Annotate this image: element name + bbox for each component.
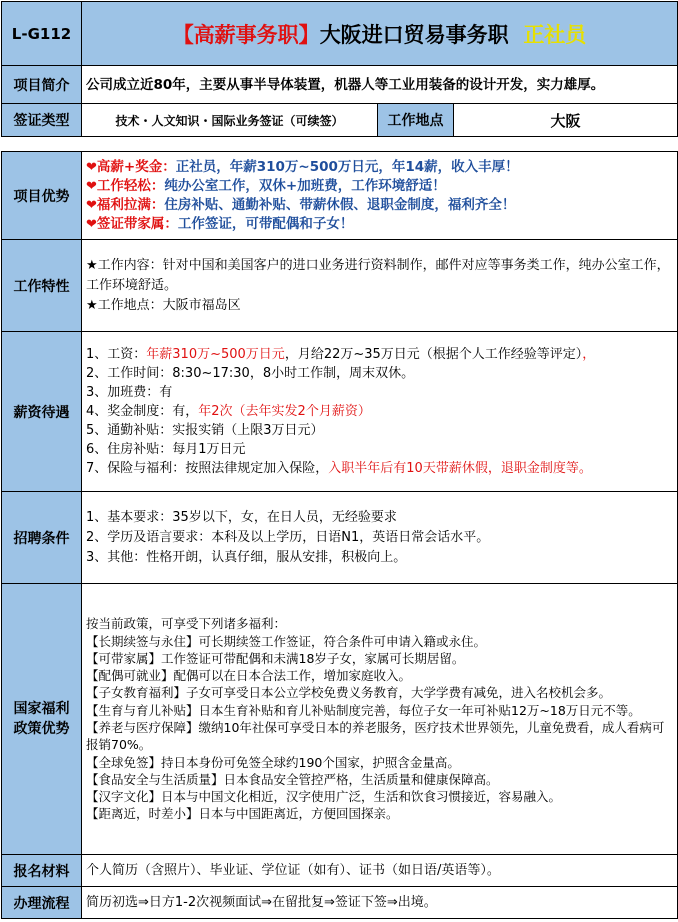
salary-line: 7、保险与福利：按照法律规定加入保险，入职半年后有10天带薪休假，退职金制度等。 — [86, 461, 592, 476]
salary-line: 6、住房补贴：每月1万日元 — [86, 442, 246, 457]
work-details — [82, 240, 678, 332]
heart-icon: ❤ — [86, 159, 97, 175]
title-highlight: 【高薪事务职】 — [172, 22, 320, 47]
work-content: ★工作内容：针对中国和美国客户的进口业务进行资料制作，邮件对应等事务类工作，纯办公室工作，工作环境舒适。 — [86, 257, 670, 293]
welfare-line: 【配偶可就业】配偶可以在日本合法工作，增加家庭收入。 — [86, 668, 412, 684]
welfare-line: 【可带家属】工作签证可带配偶和未满18岁子女，家属可长期居留。 — [86, 650, 465, 666]
page-title — [82, 2, 678, 66]
advantage-item: ❤高薪+奖金：正社员，年薪310万~500万日元，年14薪，收入丰厚！ — [86, 158, 519, 175]
recruit-details — [82, 492, 678, 584]
welfare-line: 【汉字文化】日本与中国文化相近，汉字使用广泛，生活和饮食习惯接近，容易融入。 — [86, 789, 562, 805]
welfare-details — [82, 584, 678, 855]
process-label: 办理流程 — [2, 887, 82, 919]
recruit-label: 招聘条件 — [2, 492, 82, 584]
salary-label: 薪资待遇 — [2, 332, 82, 492]
materials-text: 个人简历（含照片）、毕业证、学位证（如有）、证书（如日语/英语等）。 — [82, 855, 678, 887]
welfare-line: 【长期续签与永住】可长期续签工作签证，符合条件可申请入籍或永住。 — [86, 633, 487, 649]
salary-line: 1、工资：年薪310万~500万日元，月给22万~35万日元（根据个人工作经验等评定）， — [86, 347, 596, 362]
header-table — [1, 1, 678, 137]
welfare-line: 【养老与医疗保障】缴纳10年社保可享受日本的养老服务，医疗技术世界领先，儿童免费看，成人看病可报销70%。 — [86, 720, 665, 753]
advantage-item: ❤签证带家属：工作签证，可带配偶和子女！ — [86, 215, 354, 232]
title-status: 正社员 — [523, 22, 587, 47]
advantage-item: ❤工作轻松：纯办公室工作，双休+加班费，工作环境舒适！ — [86, 177, 446, 194]
heart-icon: ❤ — [86, 178, 97, 194]
intro-label: 项目简介 — [2, 66, 82, 104]
heart-icon: ❤ — [86, 197, 97, 213]
advantage-item: ❤福利拉满：住房补贴、通勤补贴、带薪休假、退职金制度，福利齐全！ — [86, 196, 516, 213]
recruit-line: 2、学历及语言要求：本科及以上学历，日语N1，英语日常会话水平。 — [86, 529, 490, 545]
salary-line: 3、加班费：有 — [86, 385, 173, 400]
salary-line: 5、通勤补贴：实报实销（上限3万日元） — [86, 423, 324, 438]
welfare-line: 【全球免签】持日本身份可免签全球约190个国家，护照含金量高。 — [86, 754, 460, 770]
recruit-line: 3、其他：性格开朗，认真仔细，服从安排，积极向上。 — [86, 549, 407, 565]
welfare-line: 【距离近，时差小】日本与中国距离近，方便回国探亲。 — [86, 806, 399, 822]
process-text: 简历初选⇒日方1-2次视频面试⇒在留批复⇒签证下签⇒出境。 — [82, 887, 678, 919]
recruit-line: 1、基本要求：35岁以下，女，在日人员，无经验要求 — [86, 509, 397, 525]
location-label: 工作地点 — [378, 104, 454, 137]
salary-details — [82, 332, 678, 492]
salary-line: 2、工作时间：8:30~17:30，8小时工作制，周末双休。 — [86, 366, 415, 381]
advantages-list — [82, 152, 678, 240]
advantages-label: 项目优势 — [2, 152, 82, 240]
job-code: L-G112 — [2, 2, 82, 66]
detail-table — [1, 151, 678, 919]
location-value: 大阪 — [454, 104, 678, 137]
welfare-label: 国家福利 政策优势 — [2, 584, 82, 855]
title-main: 大阪进口贸易事务职 — [319, 22, 509, 47]
heart-icon: ❤ — [86, 216, 97, 232]
salary-line: 4、奖金制度：有，年2次（去年实发2个月薪资） — [86, 404, 371, 419]
welfare-line: 【子女教育福利】子女可享受日本公立学校免费义务教育，大学学费有减免，进入名校机会多。 — [86, 685, 612, 701]
intro-text: 公司成立近80年，主要从事半导体装置，机器人等工业用装备的设计开发，实力雄厚。 — [82, 66, 678, 104]
work-label: 工作特性 — [2, 240, 82, 332]
welfare-line: 【生育与育儿补贴】日本生育补贴和育儿补贴制度完善，每位子女一年可补贴12万~18万日元不等。 — [86, 702, 641, 718]
welfare-line: 按当前政策，可享受下列诸多福利： — [86, 616, 287, 632]
visa-label: 签证类型 — [2, 104, 82, 137]
materials-label: 报名材料 — [2, 855, 82, 887]
work-location: ★工作地点：大阪市福岛区 — [86, 297, 241, 313]
welfare-line: 【食品安全与生活质量】日本食品安全管控严格，生活质量和健康保障高。 — [86, 771, 499, 787]
visa-value: 技术・人文知识・国际业务签证（可续签） — [82, 104, 378, 137]
